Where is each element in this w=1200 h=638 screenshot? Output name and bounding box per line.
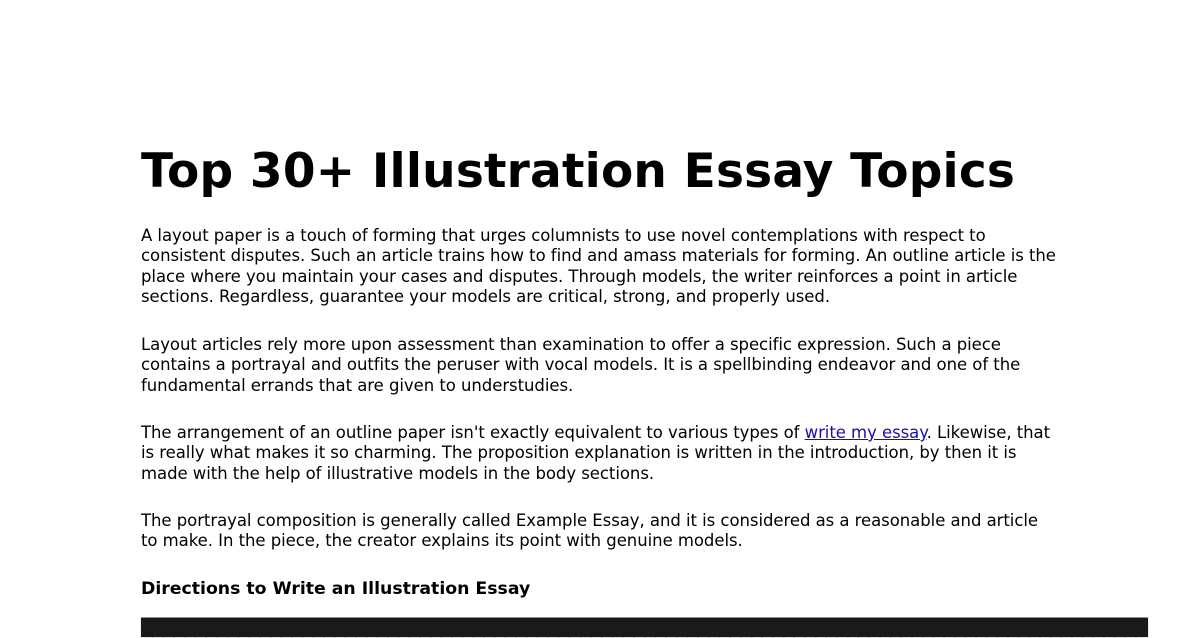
cut-off-text-glyphs: ██████████████████████████████████████████████████████████████████████████████████████████████: [141, 618, 1146, 637]
document-title: Top 30+ Illustration Essay Topics: [141, 144, 1016, 199]
cut-off-text-line: [141, 618, 1146, 637]
section-heading: Directions to Write an Illustration Essay: [141, 579, 531, 599]
paragraph-2: Layout articles rely more upon assessment than examination to offer a specific expression. Such a piece contains a portrayal and outfits the peruser with vocal models. It is a spellbinding endeavor and one of the fundamental errands that are given to understudies.: [141, 335, 1021, 395]
paragraph-3-text-before: The arrangement of an outline paper isn't exactly equivalent to various types of: [141, 423, 805, 442]
write-my-essay-link[interactable]: write my essay: [804, 423, 927, 442]
paragraph-3: [141, 423, 1059, 484]
paragraph-3-text-after: . Likewise, that is really what makes it so charming. The proposition explanation is written in the introduction, by then it is made with the help of illustrative models in the body sections.: [141, 423, 1051, 483]
paragraph-1: A layout paper is a touch of forming that urges columnists to use novel contemplations with respect to consistent disputes. Such an article trains how to find and amass materials for forming. An outline article is the place where you maintain your cases and disputes. Through models, the writer reinforces a point in article sections. Regardless, guarantee your models are critical, strong, and properly used.: [141, 226, 1056, 306]
paragraph-4: The portrayal composition is generally called Example Essay, and it is considered as a reasonable and article to make. In the piece, the creator explains its point with genuine models.: [141, 511, 1038, 551]
